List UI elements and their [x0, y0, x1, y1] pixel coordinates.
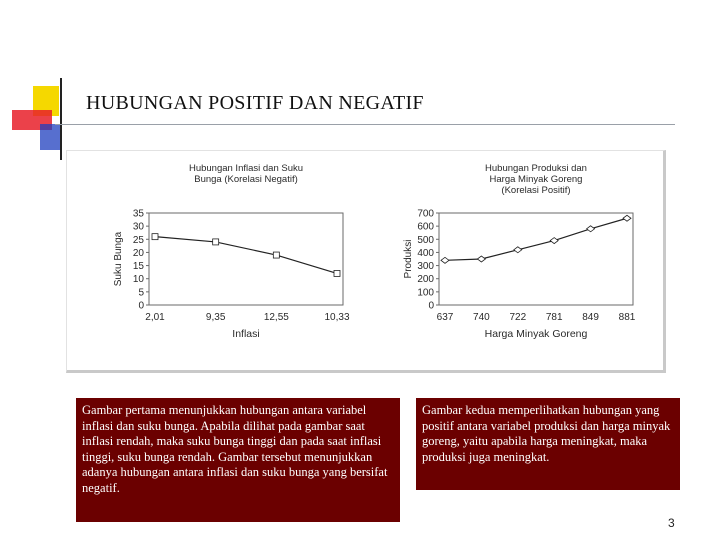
y-tick-label: 600: [417, 221, 434, 233]
data-point: [441, 257, 449, 263]
decor-blue-block: [40, 124, 60, 150]
chart-title-line: Harga Minyak Goreng: [489, 174, 583, 185]
x-tick-label: 12,55: [263, 312, 289, 323]
title-divider: [55, 124, 675, 125]
x-tick-label: 2,01: [145, 312, 165, 323]
data-point: [273, 252, 279, 258]
x-tick-label: 722: [509, 312, 527, 323]
y-tick-label: 300: [417, 261, 434, 273]
series-line: [155, 237, 337, 274]
y-tick-label: 30: [132, 221, 144, 233]
data-point: [623, 215, 631, 221]
y-tick-label: 400: [417, 247, 434, 259]
y-tick-label: 200: [417, 274, 434, 286]
x-tick-label: 10,33: [324, 312, 350, 323]
caption-left: Gambar pertama menunjukkan hubungan antara variabel inflasi dan suku bunga. Apabila dilihat pada gambar saat inflasi rendah, maka suku bunga tinggi dan pada saat inflasi tinggi, suku bunga rendah. Gambar tersebut menunjukkan adanya hubungan antara inflasi dan suku bunga yang bersifat negatif.: [76, 398, 400, 522]
x-tick-label: 781: [545, 312, 563, 323]
x-tick-label: 881: [618, 312, 636, 323]
y-tick-label: 0: [138, 300, 144, 312]
x-tick-label: 9,35: [205, 312, 226, 323]
chart-title-line: Bunga (Korelasi Negatif): [194, 174, 298, 185]
plot-frame: [149, 213, 343, 305]
y-axis-label: Produksi: [403, 239, 414, 279]
y-tick-label: 20: [132, 247, 144, 259]
x-axis-label: Inflasi: [232, 328, 260, 340]
y-tick-label: 500: [417, 234, 434, 246]
data-point: [334, 270, 340, 276]
x-tick-label: 740: [473, 312, 490, 323]
y-tick-label: 10: [132, 274, 144, 286]
data-point: [213, 239, 219, 245]
chart-title-line: Hubungan Produksi dan: [485, 163, 587, 174]
charts-figure: [66, 150, 666, 373]
y-tick-label: 35: [132, 208, 144, 220]
data-point: [587, 226, 595, 232]
y-tick-label: 15: [132, 261, 144, 273]
chart-title-line: (Korelasi Positif): [501, 185, 571, 196]
y-axis-label: Suku Bunga: [113, 231, 124, 287]
x-axis-label: Harga Minyak Goreng: [484, 328, 588, 340]
y-tick-label: 25: [132, 234, 144, 246]
data-point: [477, 256, 485, 262]
y-tick-label: 0: [428, 300, 434, 312]
data-point: [152, 234, 158, 240]
caption-right: Gambar kedua memperlihatkan hubungan yang positif antara variabel produksi dan harga minyak goreng, yaitu apabila harga meningkat, maka produksi juga meningkat.: [416, 398, 680, 490]
y-tick-label: 5: [138, 287, 144, 299]
y-tick-label: 700: [417, 208, 434, 220]
x-tick-label: 849: [582, 312, 599, 323]
data-point: [514, 247, 522, 253]
slide-title: HUBUNGAN POSITIF DAN NEGATIF: [86, 92, 424, 114]
y-tick-label: 100: [417, 287, 434, 299]
chart-produksi-harga: [379, 151, 649, 366]
x-tick-label: 637: [436, 312, 454, 323]
data-point: [550, 238, 558, 244]
page-number: 3: [668, 516, 675, 530]
chart-title-line: Hubungan Inflasi dan Suku: [188, 163, 304, 174]
series-line: [445, 218, 627, 260]
decor-vertical-line: [60, 78, 62, 160]
chart-inflasi-suku-bunga: [89, 151, 359, 366]
